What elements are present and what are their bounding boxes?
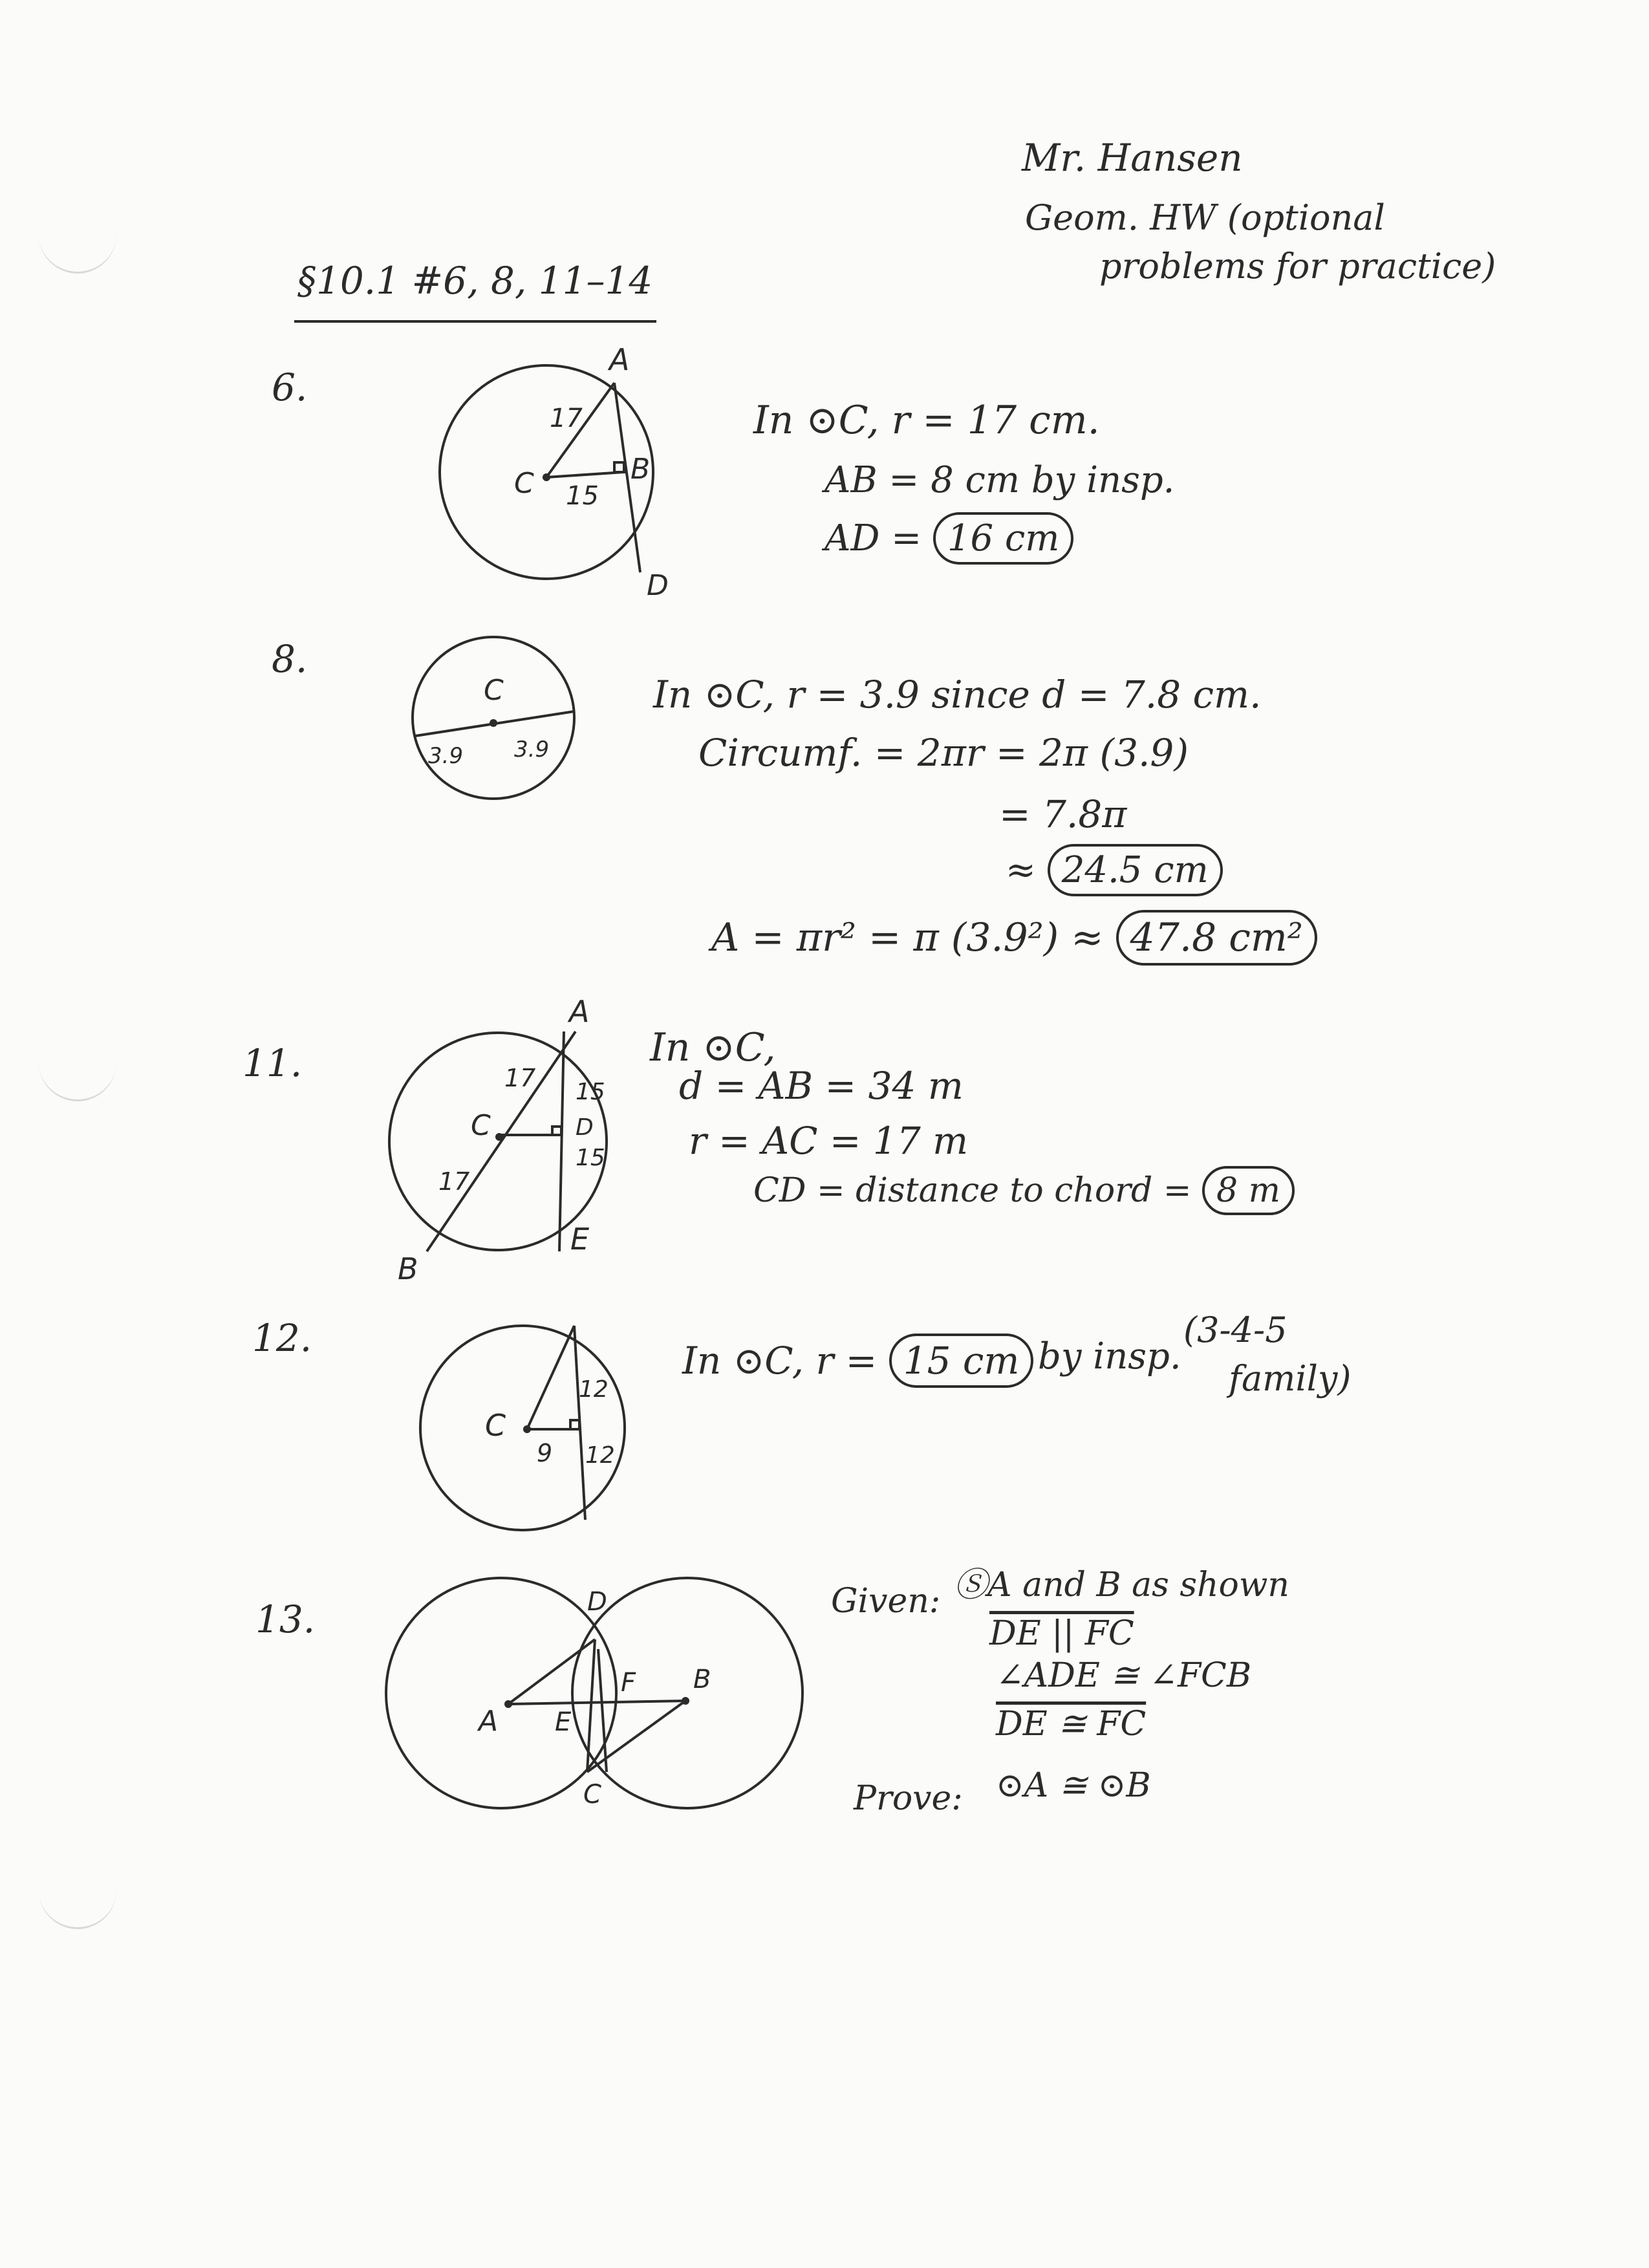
label-17-upper: 17 bbox=[504, 1064, 536, 1092]
label-A: A bbox=[609, 342, 630, 377]
boxed-answer: 15 cm bbox=[889, 1334, 1034, 1388]
answer-line bbox=[1006, 849, 1223, 891]
label-B: B bbox=[693, 1665, 711, 1694]
label-C: C bbox=[485, 1408, 506, 1443]
label-15: 15 bbox=[566, 481, 599, 511]
answer-line bbox=[711, 915, 1317, 960]
answer-prefix: AD = bbox=[824, 517, 933, 559]
label-D: D bbox=[576, 1114, 594, 1141]
punch-hole-bottom bbox=[39, 1888, 116, 1929]
answer-line bbox=[682, 1339, 1033, 1383]
answer-prefix: A = πr² = π (3.9²) ≈ bbox=[711, 915, 1116, 960]
answer-line: (3-4-5 bbox=[1183, 1310, 1288, 1350]
boxed-answer: 24.5 cm bbox=[1048, 844, 1223, 896]
given-item: DE || FC bbox=[989, 1614, 1134, 1653]
answer-line: In ⊙C, r = 17 cm. bbox=[753, 398, 1100, 443]
boxed-answer: 8 m bbox=[1202, 1166, 1295, 1215]
answer-line: Circumf. = 2πr = 2π (3.9) bbox=[698, 731, 1189, 775]
answer-line: family) bbox=[1229, 1358, 1352, 1399]
problem-number: 6. bbox=[272, 365, 308, 409]
problem-number: 8. bbox=[272, 637, 308, 681]
answer-line bbox=[753, 1171, 1295, 1210]
given-item: ⓈA and B as shown bbox=[954, 1566, 1289, 1604]
given-item: DE ≅ FC bbox=[996, 1705, 1147, 1744]
answer-line bbox=[824, 517, 1073, 559]
label-D: D bbox=[647, 569, 669, 602]
prove-label: Prove: bbox=[854, 1779, 963, 1818]
answer-line: d = AB = 34 m bbox=[679, 1064, 964, 1108]
label-E: E bbox=[570, 1222, 590, 1257]
problem-11-diagram bbox=[388, 994, 634, 1286]
answer-line: r = AC = 17 m bbox=[689, 1119, 969, 1163]
answer-prefix: CD = distance to chord = bbox=[753, 1171, 1202, 1210]
label-E: E bbox=[555, 1707, 572, 1737]
label-F: F bbox=[621, 1668, 636, 1698]
answer-line: by insp. bbox=[1038, 1335, 1181, 1377]
label-15-lower: 15 bbox=[576, 1145, 605, 1171]
problem-13-diagram bbox=[382, 1578, 808, 1811]
boxed-answer: 16 cm bbox=[933, 512, 1074, 565]
label-D: D bbox=[587, 1587, 607, 1617]
problem-number: 12. bbox=[252, 1316, 312, 1360]
section-underline bbox=[294, 320, 656, 323]
course-line-1: Geom. HW (optional bbox=[1025, 197, 1385, 238]
answer-line: In ⊙C, r = 3.9 since d = 7.8 cm. bbox=[653, 673, 1262, 717]
answer-line: = 7.8π bbox=[999, 792, 1127, 836]
label-12-lower: 12 bbox=[585, 1442, 615, 1469]
problem-8-diagram bbox=[401, 640, 595, 808]
problem-6-diagram bbox=[427, 342, 685, 602]
label-3.9-right: 3.9 bbox=[514, 737, 550, 762]
label-A: A bbox=[479, 1705, 499, 1738]
problem-number: 11. bbox=[242, 1041, 303, 1085]
answer-prefix: In ⊙C, r = bbox=[682, 1339, 889, 1383]
prove-statement: ⊙A ≅ ⊙B bbox=[996, 1766, 1151, 1805]
label-17-lower: 17 bbox=[438, 1167, 470, 1196]
label-B: B bbox=[398, 1251, 418, 1286]
label-9: 9 bbox=[537, 1439, 553, 1467]
label-A: A bbox=[569, 994, 590, 1029]
answer-line: AB = 8 cm by insp. bbox=[824, 459, 1175, 501]
label-C: C bbox=[471, 1109, 491, 1142]
given-label: Given: bbox=[831, 1582, 941, 1621]
punch-hole-top bbox=[39, 233, 116, 274]
given-item: ∠ADE ≅ ∠FCB bbox=[996, 1656, 1252, 1695]
course-line-2: problems for practice) bbox=[1099, 246, 1496, 286]
label-C: C bbox=[484, 674, 504, 707]
boxed-answer: 47.8 cm² bbox=[1116, 910, 1317, 966]
label-17: 17 bbox=[550, 404, 583, 433]
label-C: C bbox=[514, 467, 534, 500]
teacher-name: Mr. Hansen bbox=[1022, 136, 1243, 180]
section-heading: §10.1 #6, 8, 11–14 bbox=[297, 259, 653, 303]
label-15-upper: 15 bbox=[576, 1079, 605, 1105]
problem-number: 13. bbox=[255, 1597, 316, 1641]
label-3.9-left: 3.9 bbox=[428, 743, 464, 769]
label-B: B bbox=[630, 453, 651, 486]
answer-prefix: ≈ bbox=[1006, 849, 1048, 891]
label-12-upper: 12 bbox=[579, 1376, 609, 1403]
punch-hole-middle bbox=[39, 1061, 116, 1101]
answer-line: In ⊙C, bbox=[650, 1025, 776, 1070]
problem-12-diagram bbox=[420, 1313, 627, 1546]
label-C: C bbox=[583, 1780, 601, 1809]
